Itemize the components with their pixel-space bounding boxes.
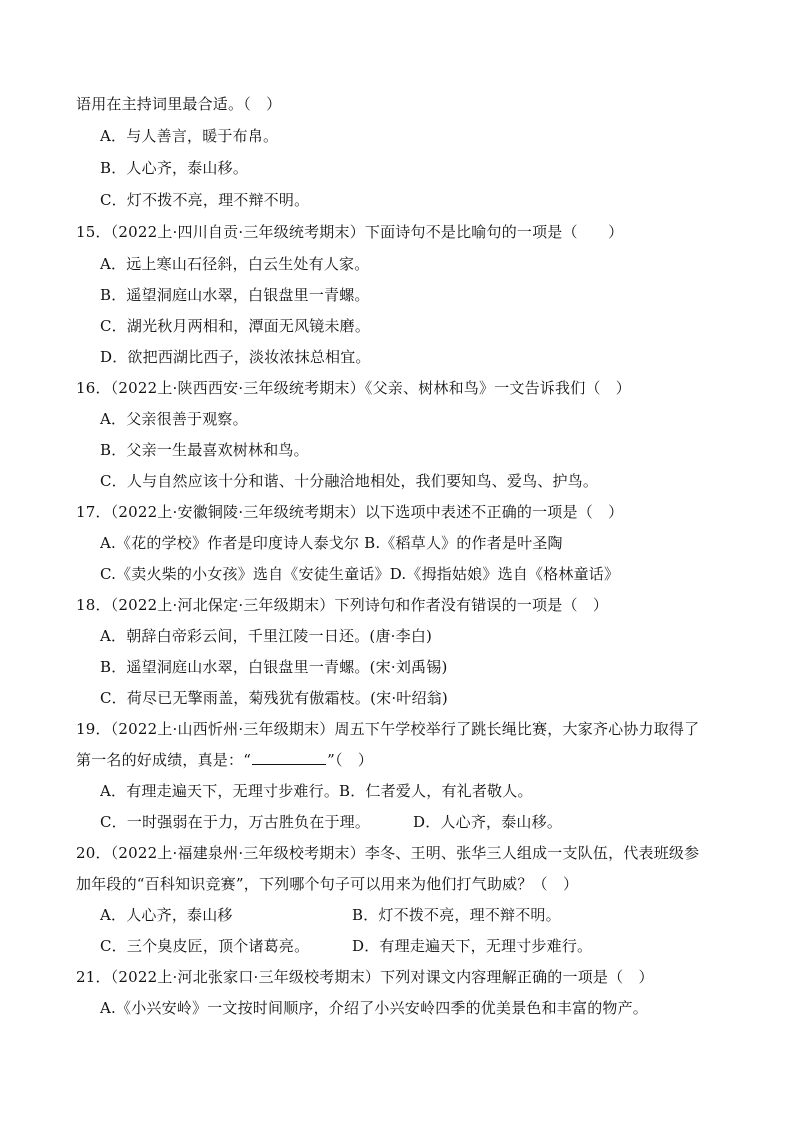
question-16-option-c: C．人与自然应该十分和谐、十分融洽地相处，我们要知鸟、爱鸟、护鸟。 (100, 472, 599, 490)
question-18-option-b: B．遥望洞庭山水翠，白银盘里一青螺。(宋·刘禹锡) (100, 658, 448, 676)
question-18-option-a: A．朝辞白帝彩云间，千里江陵一日还。(唐·李白) (100, 627, 433, 645)
question-19-stem-suffix: ”（ ） (327, 751, 374, 769)
question-20-option-c: C．三个臭皮匠，顶个诸葛亮。 (100, 937, 310, 955)
question-20-option-b: B．灯不拨不亮，理不辩不明。 (352, 906, 561, 924)
question-20-option-a: A．人心齐，泰山移 (100, 906, 233, 924)
question-15-option-c: C．湖光秋月两相和，潭面无风镜未磨。 (100, 317, 371, 335)
question-15-stem: 15．（2022上·四川自贡·三年级统考期末）下面诗句不是比喻句的一项是（ ） (76, 223, 624, 241)
question-19-stem-line2 (76, 750, 373, 770)
question-16-stem: 16．（2022上·陕西西安·三年级统考期末）《父亲、树林和鸟》一文告诉我们（ ） (76, 379, 632, 397)
question-15-option-a: A．远上寒山石径斜，白云生处有人家。 (100, 255, 370, 273)
question-18-stem: 18．（2022上·河北保定·三年级期末）下列诗句和作者没有错误的一项是（ ） (76, 596, 609, 614)
question-19-options-ab: A．有理走遍天下，无理寸步难行。B．仁者爱人，有礼者敬人。 (100, 782, 533, 800)
question-19-stem: 19．（2022上·山西忻州·三年级期末）周五下午学校举行了跳长绳比赛，大家齐心协力取得了 (76, 720, 700, 738)
question-20-stem-line2: 加年段的“百科知识竞赛”，下列哪个句子可以用来为他们打气助威？（ ） (76, 875, 579, 893)
question-21-option-a: A.《小兴安岭》一文按时间顺序，介绍了小兴安岭四季的优美景色和丰富的物产。 (100, 999, 649, 1017)
question-20-option-d: D．有理走遍天下，无理寸步难行。 (352, 937, 593, 955)
question-17-stem: 17．（2022上·安徽铜陵·三年级统考期末）以下选项中表述不正确的一项是（ ） (76, 503, 624, 521)
question-21-stem: 21．（2022上·河北张家口·三年级校考期末）下列对课文内容理解正确的一项是（ ） (76, 968, 654, 986)
question-14-option-c: C．灯不拨不亮，理不辩不明。 (100, 191, 310, 209)
answer-blank[interactable] (252, 750, 326, 765)
question-14-option-b: B．人心齐，泰山移。 (100, 159, 249, 177)
question-16-option-a: A．父亲很善于观察。 (100, 410, 248, 428)
question-19-stem-prefix: 第一名的好成绩，真是：“ (76, 751, 252, 769)
question-17-options-cd: C.《卖火柴的小女孩》选自《安徒生童话》D.《拇指姑娘》选自《格林童话》 (100, 565, 620, 583)
question-14-option-a: A．与人善言，暖于布帛。 (100, 127, 279, 145)
question-14-stem-tail: 语用在主持词里最合适。（ ） (76, 95, 282, 113)
question-19-option-d: D．人心齐，泰山移。 (413, 813, 563, 831)
question-16-option-b: B．父亲一生最喜欢树林和鸟。 (100, 441, 309, 459)
question-15-option-b: B．遥望洞庭山水翠，白银盘里一青螺。 (100, 286, 370, 304)
question-19-option-c: C．一时强弱在于力，万古胜负在于理。 (100, 813, 371, 831)
question-20-stem: 20．（2022上·福建泉州·三年级校考期末）李冬、王明、张华三人组成一支队伍，代表班级参 (76, 844, 700, 862)
question-15-option-d: D．欲把西湖比西子，淡妆浓抹总相宜。 (100, 348, 371, 366)
question-17-options-ab: A.《花的学校》作者是印度诗人泰戈尔 B.《稻草人》的作者是叶圣陶 (100, 534, 563, 552)
question-18-option-c: C．荷尽已无擎雨盖，菊残犹有傲霜枝。(宋·叶绍翁) (100, 689, 448, 707)
